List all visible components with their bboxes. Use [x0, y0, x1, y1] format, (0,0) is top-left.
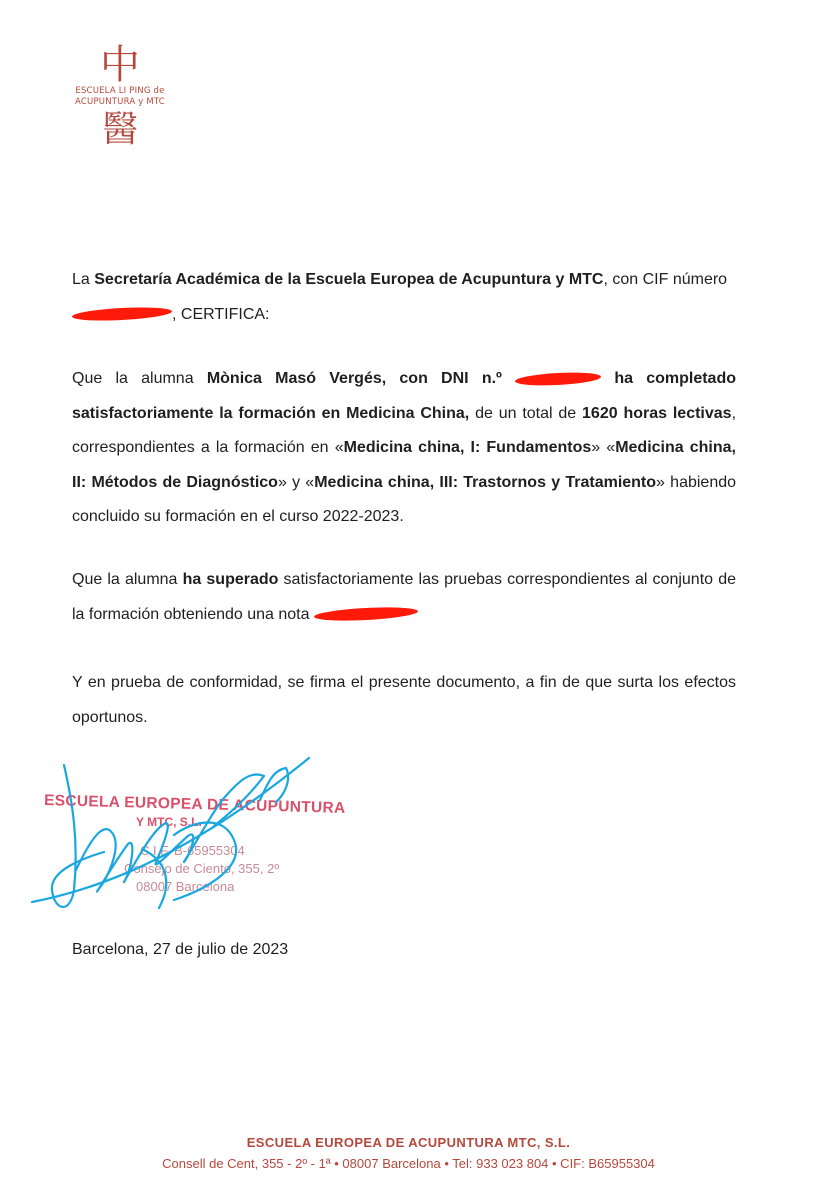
p3-text-2: satisfactoriamente las pruebas correspondientes al conjunto de la formación obteniendo una nota: [72, 571, 736, 623]
p2-text-3: , correspondientes a la formación en «: [72, 404, 737, 456]
stamp-line-2: Y MTC, S.L.: [136, 815, 202, 829]
redacted-cif: [72, 306, 172, 323]
p4-text-1: Y en prueba de conformidad, se firma el presente documento, a fin de que surta los efectos oportunos.: [72, 674, 736, 726]
paragraph-certifier: [72, 263, 736, 332]
p2-bold-hours: 1620 horas lectivas: [582, 404, 732, 422]
school-logo: [70, 44, 170, 150]
p1-text-2: , con CIF número: [603, 271, 728, 288]
p2-bold-course-1: Medicina china, I: Fundamentos: [343, 439, 592, 456]
p2-bold-student: Mònica Masó Vergés, con DNI n.º: [206, 370, 502, 387]
logo-glyph-bottom: 醫: [101, 109, 138, 150]
p3-bold-passed: ha superado: [182, 571, 279, 588]
footer-company-name: ESCUELA EUROPEA DE ACUPUNTURA MTC, S.L.: [246, 1135, 571, 1150]
logo-glyph-top: 中: [100, 42, 140, 88]
logo-line-2: ACUPUNTURA y MTC: [75, 97, 165, 107]
p2-text-5: » y «: [277, 473, 315, 491]
p2-text-2: de un total de: [469, 404, 583, 422]
stamp-line-1: ESCUELA EUROPEA DE ACUPUNTURA: [43, 792, 346, 817]
p2-text-6: » habiendo concluido su formación en el curso 2022-2023.: [72, 473, 737, 525]
p3-text-1: Que la alumna: [72, 571, 183, 588]
stamp-line-3: C.I.F. B-65955304: [140, 843, 245, 858]
school-stamp: [24, 740, 346, 930]
p2-text-4: » «: [591, 439, 616, 456]
footer-address: Consell de Cent, 355 - 2º - 1ª • 08007 Barcelona • Tel: 933 023 804 • CIF: B65955304: [162, 1156, 655, 1171]
paragraph-grade: [72, 563, 736, 632]
p2-bold-course-3: Medicina china, III: Trastornos y Tratamiento: [314, 473, 657, 491]
paragraph-conformity: [72, 666, 736, 735]
p1-text-1: La: [72, 271, 95, 288]
stamp-line-5: 08007 Barcelona: [136, 879, 235, 894]
redacted-grade: [314, 606, 418, 623]
p1-bold-institution: Secretaría Académica de la Escuela Europea de Acupuntura y MTC: [94, 271, 604, 288]
p1-text-3: , CERTIFICA:: [172, 305, 270, 323]
redacted-dni: [515, 371, 602, 387]
handwritten-signature: [24, 740, 324, 930]
logo-line-1: ESCUELA LI PING de: [75, 86, 165, 96]
paragraph-completion: [72, 362, 736, 535]
p2-bold-completed: ha completado satisfactoriamente la formación en Medicina China,: [72, 370, 737, 422]
stamp-line-4: Consejo de Ciento, 355, 2º: [124, 861, 280, 876]
p2-text-1: Que la alumna: [72, 370, 207, 387]
place-and-date: Barcelona, 27 de julio de 2023: [72, 941, 289, 958]
p2-bold-course-2: Medicina china, II: Métodos de Diagnóstico: [72, 439, 736, 491]
